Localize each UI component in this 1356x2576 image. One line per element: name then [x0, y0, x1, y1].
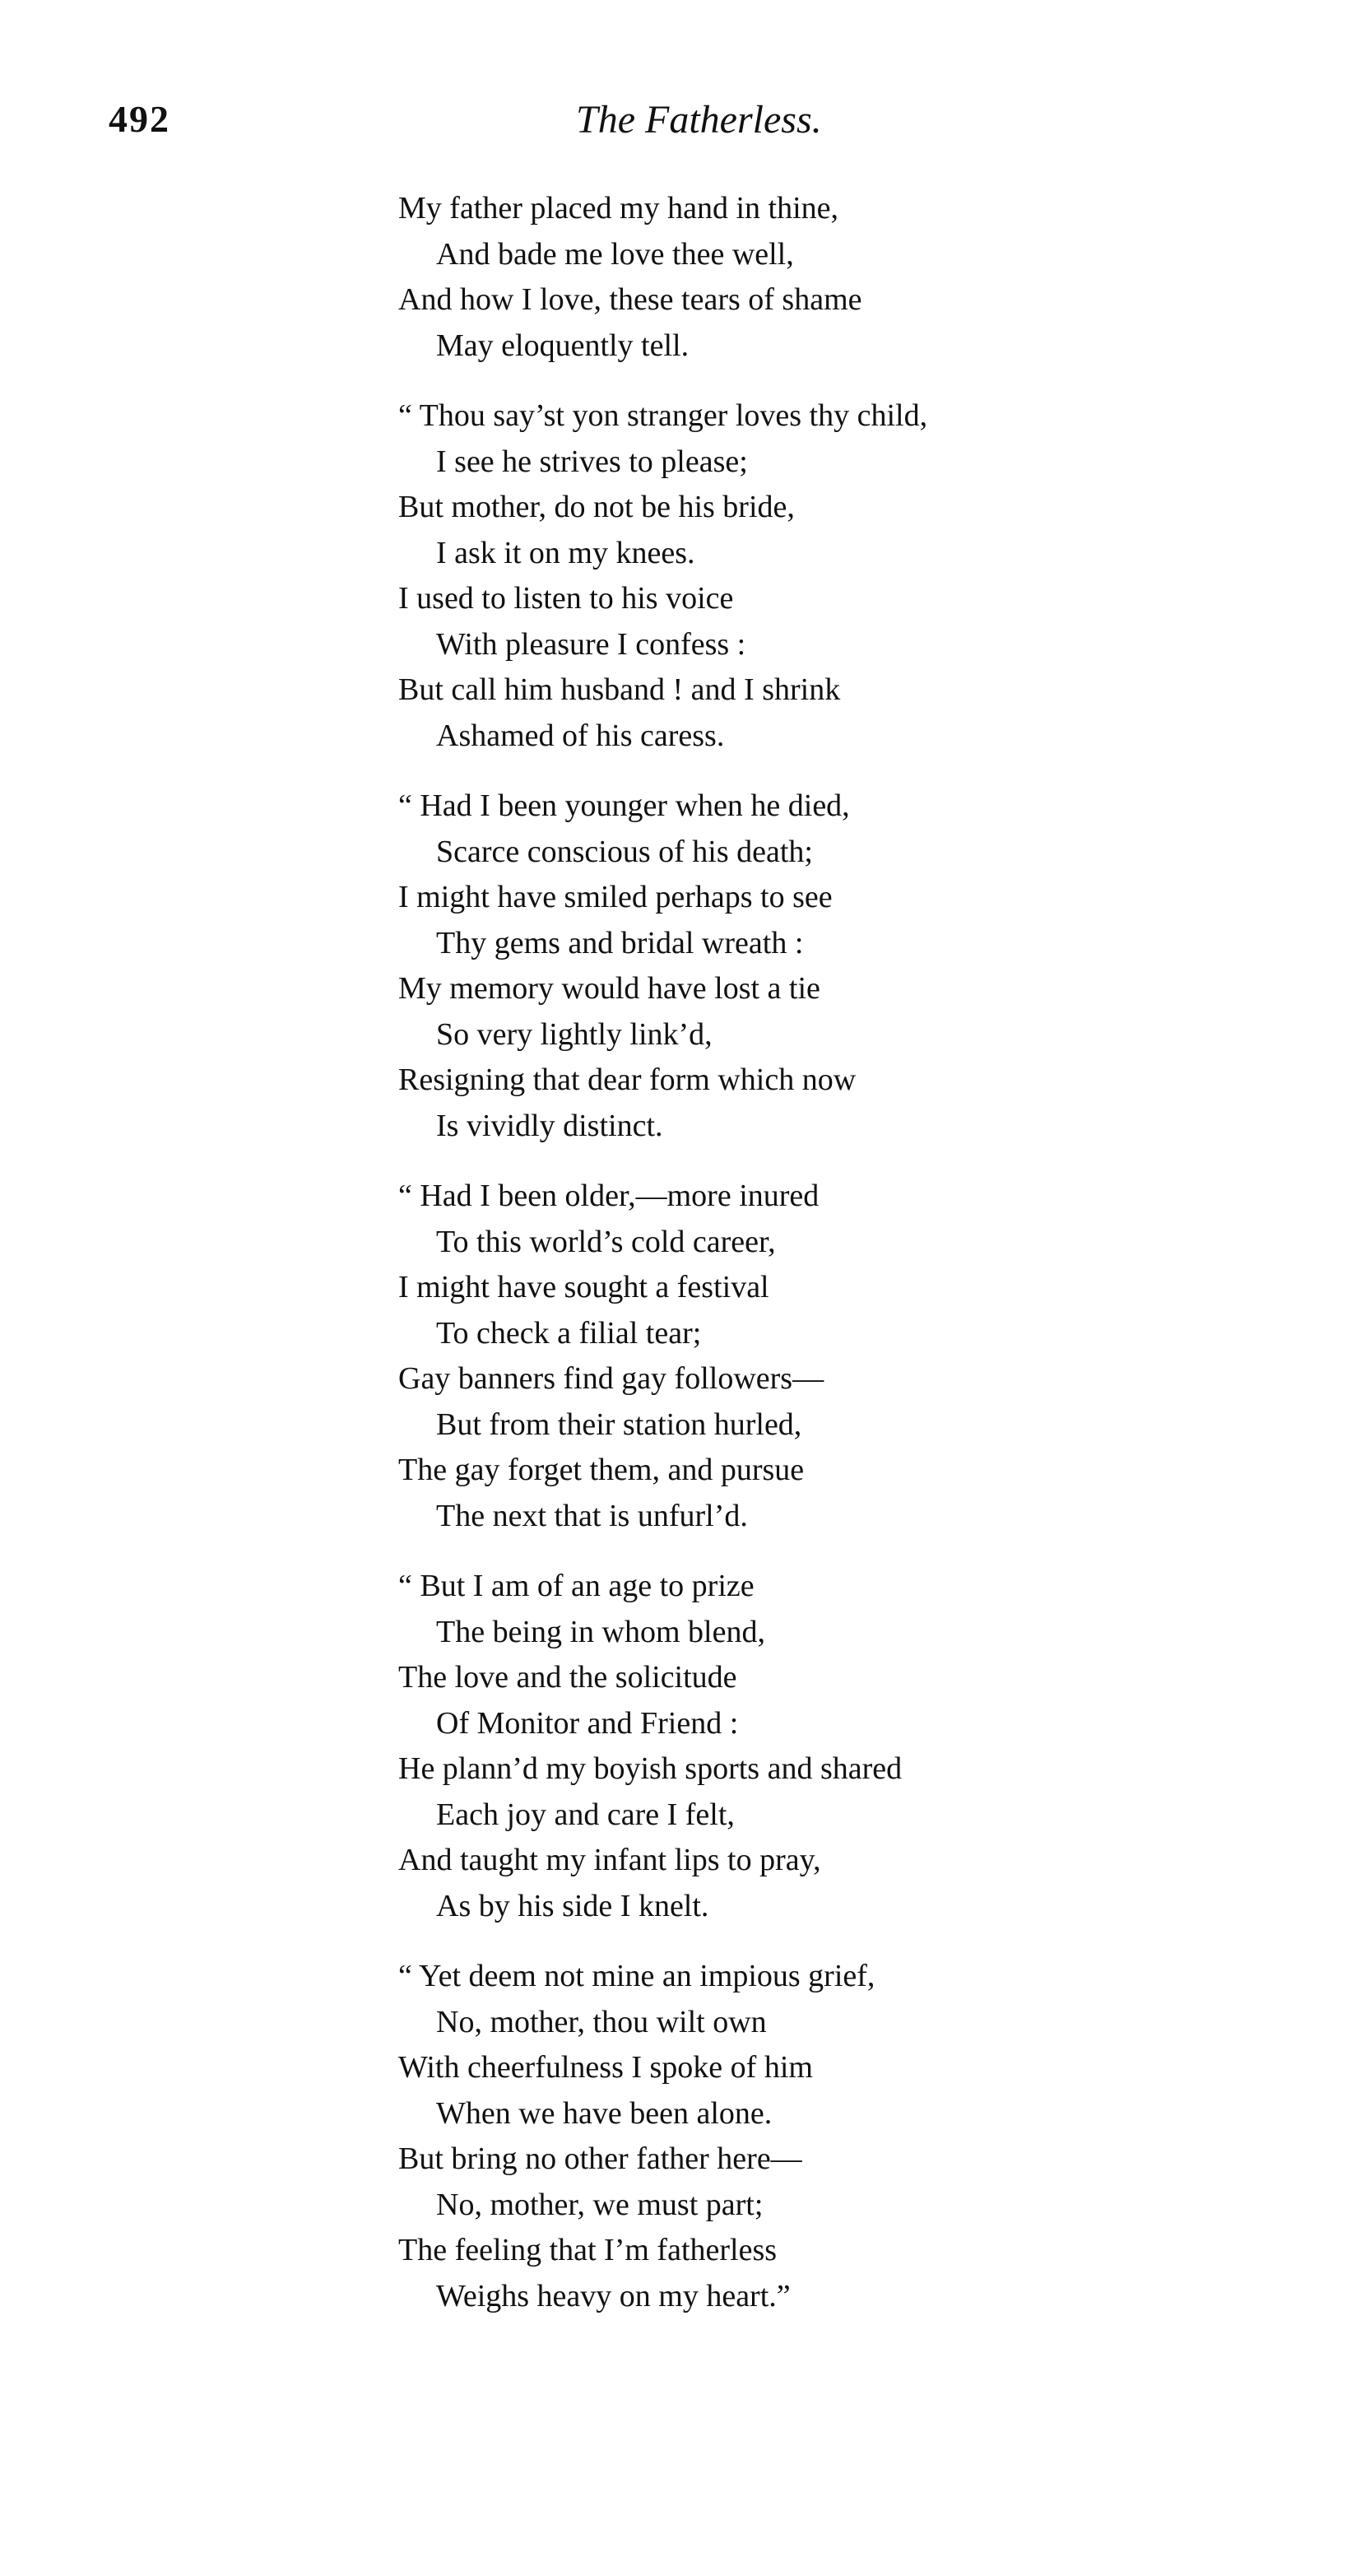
poem-line: The gay forget them, and pursue — [398, 1453, 805, 1487]
poem-line: As by his side I knelt. — [436, 1888, 709, 1923]
poem-line: But bring no other father here— — [398, 2141, 802, 2176]
poem-line: So very lightly link’d, — [436, 1016, 713, 1052]
poem-line: I see he strives to please; — [436, 444, 748, 479]
poem-line: The being in whom blend, — [436, 1614, 765, 1649]
poem-line: Scarce conscious of his death; — [436, 834, 813, 869]
poem-line: “ But I am of an age to prize — [398, 1569, 755, 1603]
poem-line: To check a filial tear; — [436, 1315, 702, 1351]
poem-body — [398, 186, 1303, 2344]
poem-line: I ask it on my knees. — [436, 535, 695, 570]
poem-stanza — [398, 186, 1303, 369]
poem-line: With pleasure I confess : — [436, 626, 746, 662]
poem-line: Gay banners find gay followers— — [398, 1361, 824, 1396]
poem-line: Ashamed of his caress. — [436, 718, 725, 753]
poem-line: I might have smiled perhaps to see — [398, 880, 833, 914]
page-header — [0, 97, 1356, 155]
poem-stanza — [398, 1174, 1303, 1539]
poem-line: The feeling that I’m fatherless — [398, 2233, 778, 2267]
poem-line: I might have sought a festival — [398, 1270, 769, 1304]
poem-line: No, mother, we must part; — [436, 2187, 764, 2222]
poem-line: But call him husband ! and I shrink — [398, 672, 841, 707]
poem-line: Is vividly distinct. — [436, 1108, 663, 1143]
poem-line: Resigning that dear form which now — [398, 1062, 857, 1097]
poem-line: With cheerfulness I spoke of him — [398, 2050, 813, 2085]
poem-line: Thy gems and bridal wreath : — [436, 925, 804, 960]
poem-line: Of Monitor and Friend : — [436, 1705, 739, 1741]
poem-line: And how I love, these tears of shame — [398, 282, 862, 317]
poem-line: When we have been alone. — [436, 2095, 773, 2131]
poem-line: But from their station hurled, — [436, 1407, 802, 1442]
poem-line: Each joy and care I felt, — [436, 1797, 735, 1832]
poem-line: My memory would have lost a tie — [398, 971, 820, 1006]
poem-line: “ Had I been older,—more inured — [398, 1179, 820, 1213]
running-title: The Fatherless. — [576, 98, 822, 142]
poem-line: “ Yet deem not mine an impious grief, — [398, 1959, 875, 1993]
poem-line: Weighs heavy on my heart.” — [436, 2278, 791, 2313]
poem-line: He plann’d my boyish sports and shared — [398, 1751, 903, 1786]
poem-line: No, mother, thou wilt own — [436, 2004, 767, 2039]
page-number: 492 — [109, 98, 170, 140]
poem-line: “ Thou say’st yon stranger loves thy child, — [398, 398, 928, 433]
poem-line: May eloquently tell. — [436, 328, 690, 363]
poem-stanza — [398, 393, 1303, 759]
poem-stanza — [398, 1954, 1303, 2319]
poem-stanza — [398, 1564, 1303, 1929]
poem-line: And bade me love thee well, — [436, 236, 794, 272]
poem-line: But mother, do not be his bride, — [398, 490, 795, 524]
poem-line: The next that is unfurl’d. — [436, 1498, 748, 1533]
poem-line: And taught my infant lips to pray, — [398, 1843, 821, 1877]
poem-line: The love and the solicitude — [398, 1660, 737, 1695]
poem-stanza — [398, 783, 1303, 1149]
poem-line: To this world’s cold career, — [436, 1224, 776, 1259]
poem-line: I used to listen to his voice — [398, 581, 734, 616]
poem-line: My father placed my hand in thine, — [398, 191, 839, 226]
poem-line: “ Had I been younger when he died, — [398, 788, 850, 823]
